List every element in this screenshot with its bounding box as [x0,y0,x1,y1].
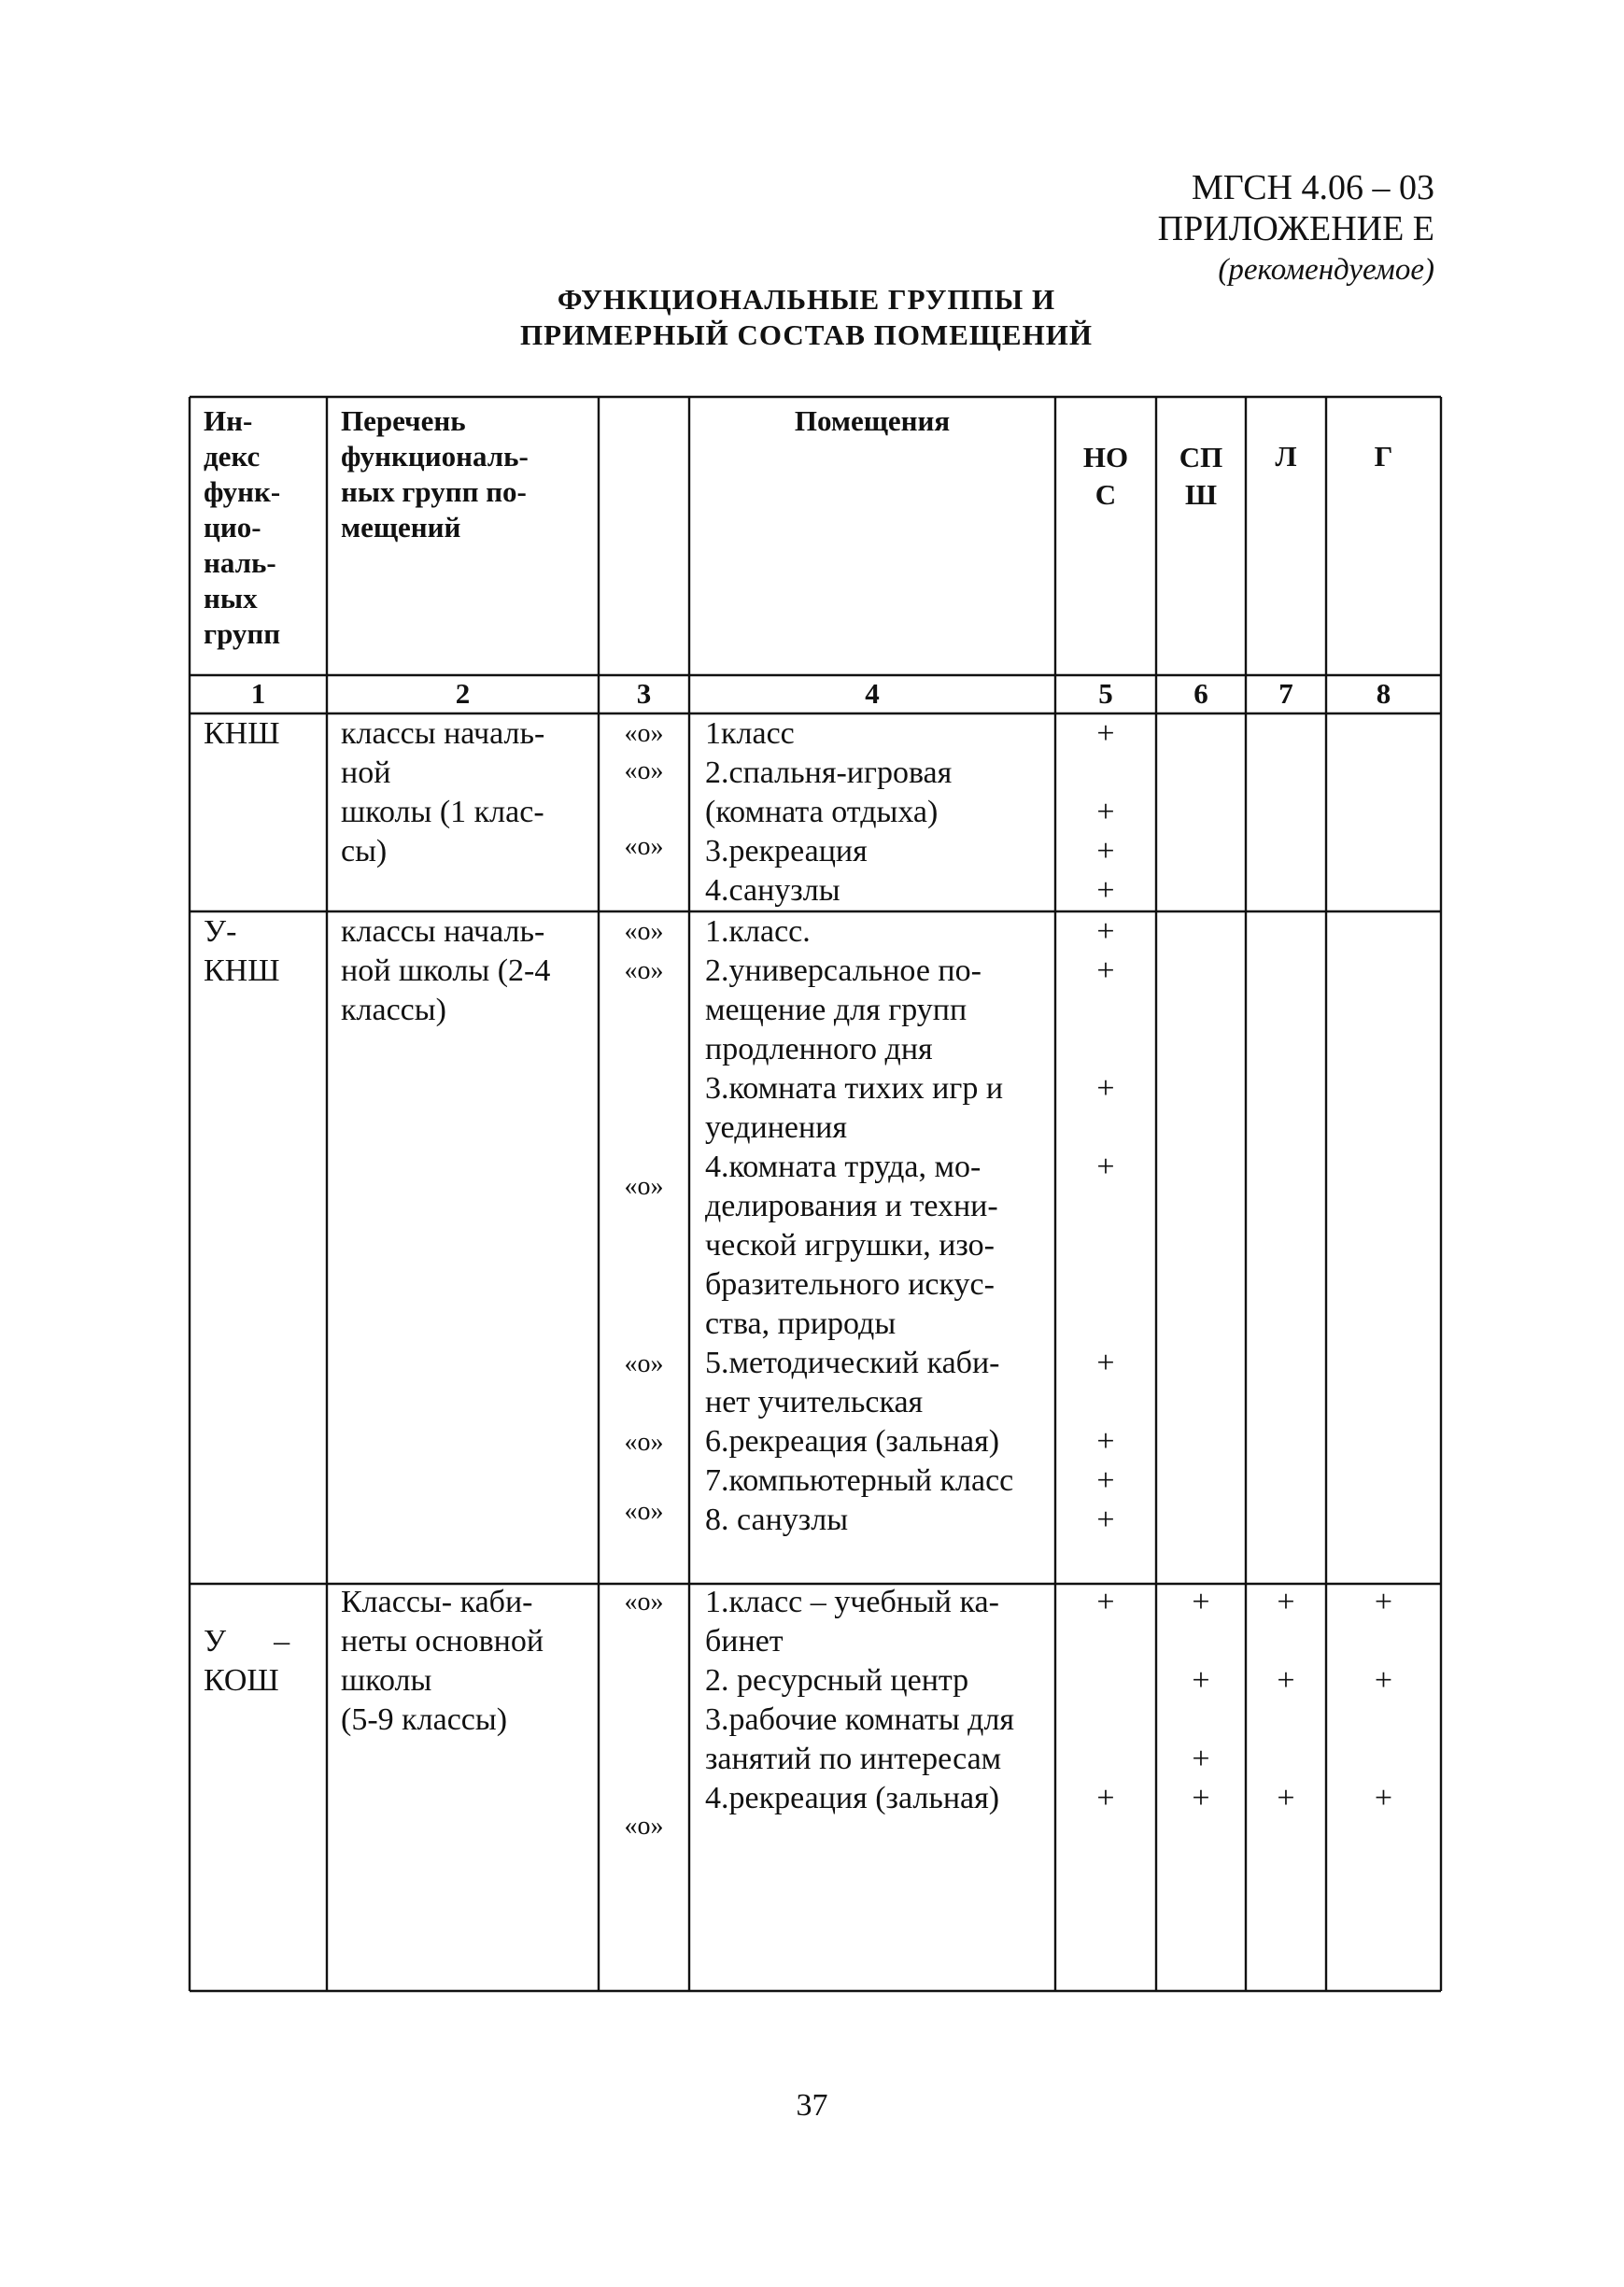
header-group-list: Перечень функциональ- ных групп по- мещений [341,404,529,544]
group-index: КНШ [204,716,280,751]
o-mark: «о» [624,1497,664,1526]
o-mark: «о» [624,1588,664,1616]
document-code: МГСН 4.06 – 03 [1191,168,1434,207]
rooms-list: 1класс 2.спальня-игровая (комната отдыха) 3.рекреация 4.санузлы [705,716,953,908]
plus-mark: + [1096,1585,1115,1619]
o-mark: «о» [624,832,664,861]
o-mark: «о» [624,1812,664,1841]
plus-mark: + [1096,1150,1115,1184]
header-rooms: Помещения [794,404,951,437]
column-number: 3 [636,677,652,710]
group-name: классы началь- ной школы (1 клас- сы) [341,716,545,868]
column-number: 8 [1376,677,1391,710]
column-number: 1 [250,677,266,710]
column-number: 6 [1193,677,1208,710]
page-number: 37 [796,2088,828,2123]
plus-mark: + [1096,1781,1115,1815]
plus-mark: + [1374,1585,1393,1619]
header-g: Г [1374,440,1393,473]
o-mark: «о» [624,756,664,785]
appendix-label: ПРИЛОЖЕНИЕ Е [1157,209,1434,248]
header-l: Л [1275,440,1297,473]
column-number: 2 [455,677,471,710]
o-mark: «о» [624,1349,664,1378]
header-nos: НО С [1082,441,1129,511]
rooms-list: 1.класс – учебный ка- бинет 2. ресурсный центр 3.рабочие комнаты для занятий по интересам 4.рекреация (зальная) [705,1585,1015,1815]
appendix-note: (рекомендуемое) [1218,253,1434,287]
o-mark: «о» [624,1428,664,1457]
group-name: классы началь- ной школы (2-4 классы) [341,914,551,1027]
plus-mark: + [1096,1463,1115,1498]
plus-mark: + [1096,716,1115,751]
plus-mark: + [1096,1424,1115,1459]
plus-mark: + [1096,873,1115,908]
header-spsh: СП Ш [1179,441,1223,511]
plus-mark: + [1096,834,1115,868]
plus-mark: + [1277,1663,1295,1698]
o-mark: «о» [624,956,664,985]
plus-mark: + [1192,1781,1210,1815]
column-number: 7 [1278,677,1293,710]
plus-mark: + [1096,1503,1115,1537]
plus-mark: + [1192,1585,1210,1619]
plus-mark: + [1277,1781,1295,1815]
document-title-line-2: ПРИМЕРНЫЙ СОСТАВ ПОМЕЩЕНИЙ [520,318,1093,351]
plus-mark: + [1374,1663,1393,1698]
group-name: Классы- каби- неты основной школы (5-9 классы) [341,1585,544,1737]
plus-mark: + [1096,795,1115,829]
column-number: 4 [865,677,880,710]
plus-mark: + [1374,1781,1393,1815]
header-index: Ин- декс функ- цио- наль- ных групп [204,404,281,650]
group-index: У – КОШ [204,1624,290,1698]
o-mark: «о» [624,1172,664,1201]
plus-mark: + [1192,1663,1210,1698]
plus-mark: + [1096,1346,1115,1380]
plus-mark: + [1096,1071,1115,1106]
column-number: 5 [1098,677,1113,710]
plus-mark: + [1096,914,1115,949]
o-mark: «о» [624,719,664,748]
document-title-line-1: ФУНКЦИОНАЛЬНЫЕ ГРУППЫ И [557,283,1056,316]
plus-mark: + [1096,953,1115,988]
plus-mark: + [1277,1585,1295,1619]
group-index: У- КНШ [204,914,280,988]
plus-mark: + [1192,1742,1210,1776]
rooms-list: 1.класс. 2.универсальное по- мещение для групп продленного дня 3.комната тихих игр и уединения 4.комната труда, мо- делирования и техни- ческой игрушки, изо- бразительного искус- ства, природы 5.методический каби- нет учительская 6.рекреация (зальная) 7.компьютерный класс 8. санузлы [705,914,1014,1537]
o-mark: «о» [624,917,664,946]
